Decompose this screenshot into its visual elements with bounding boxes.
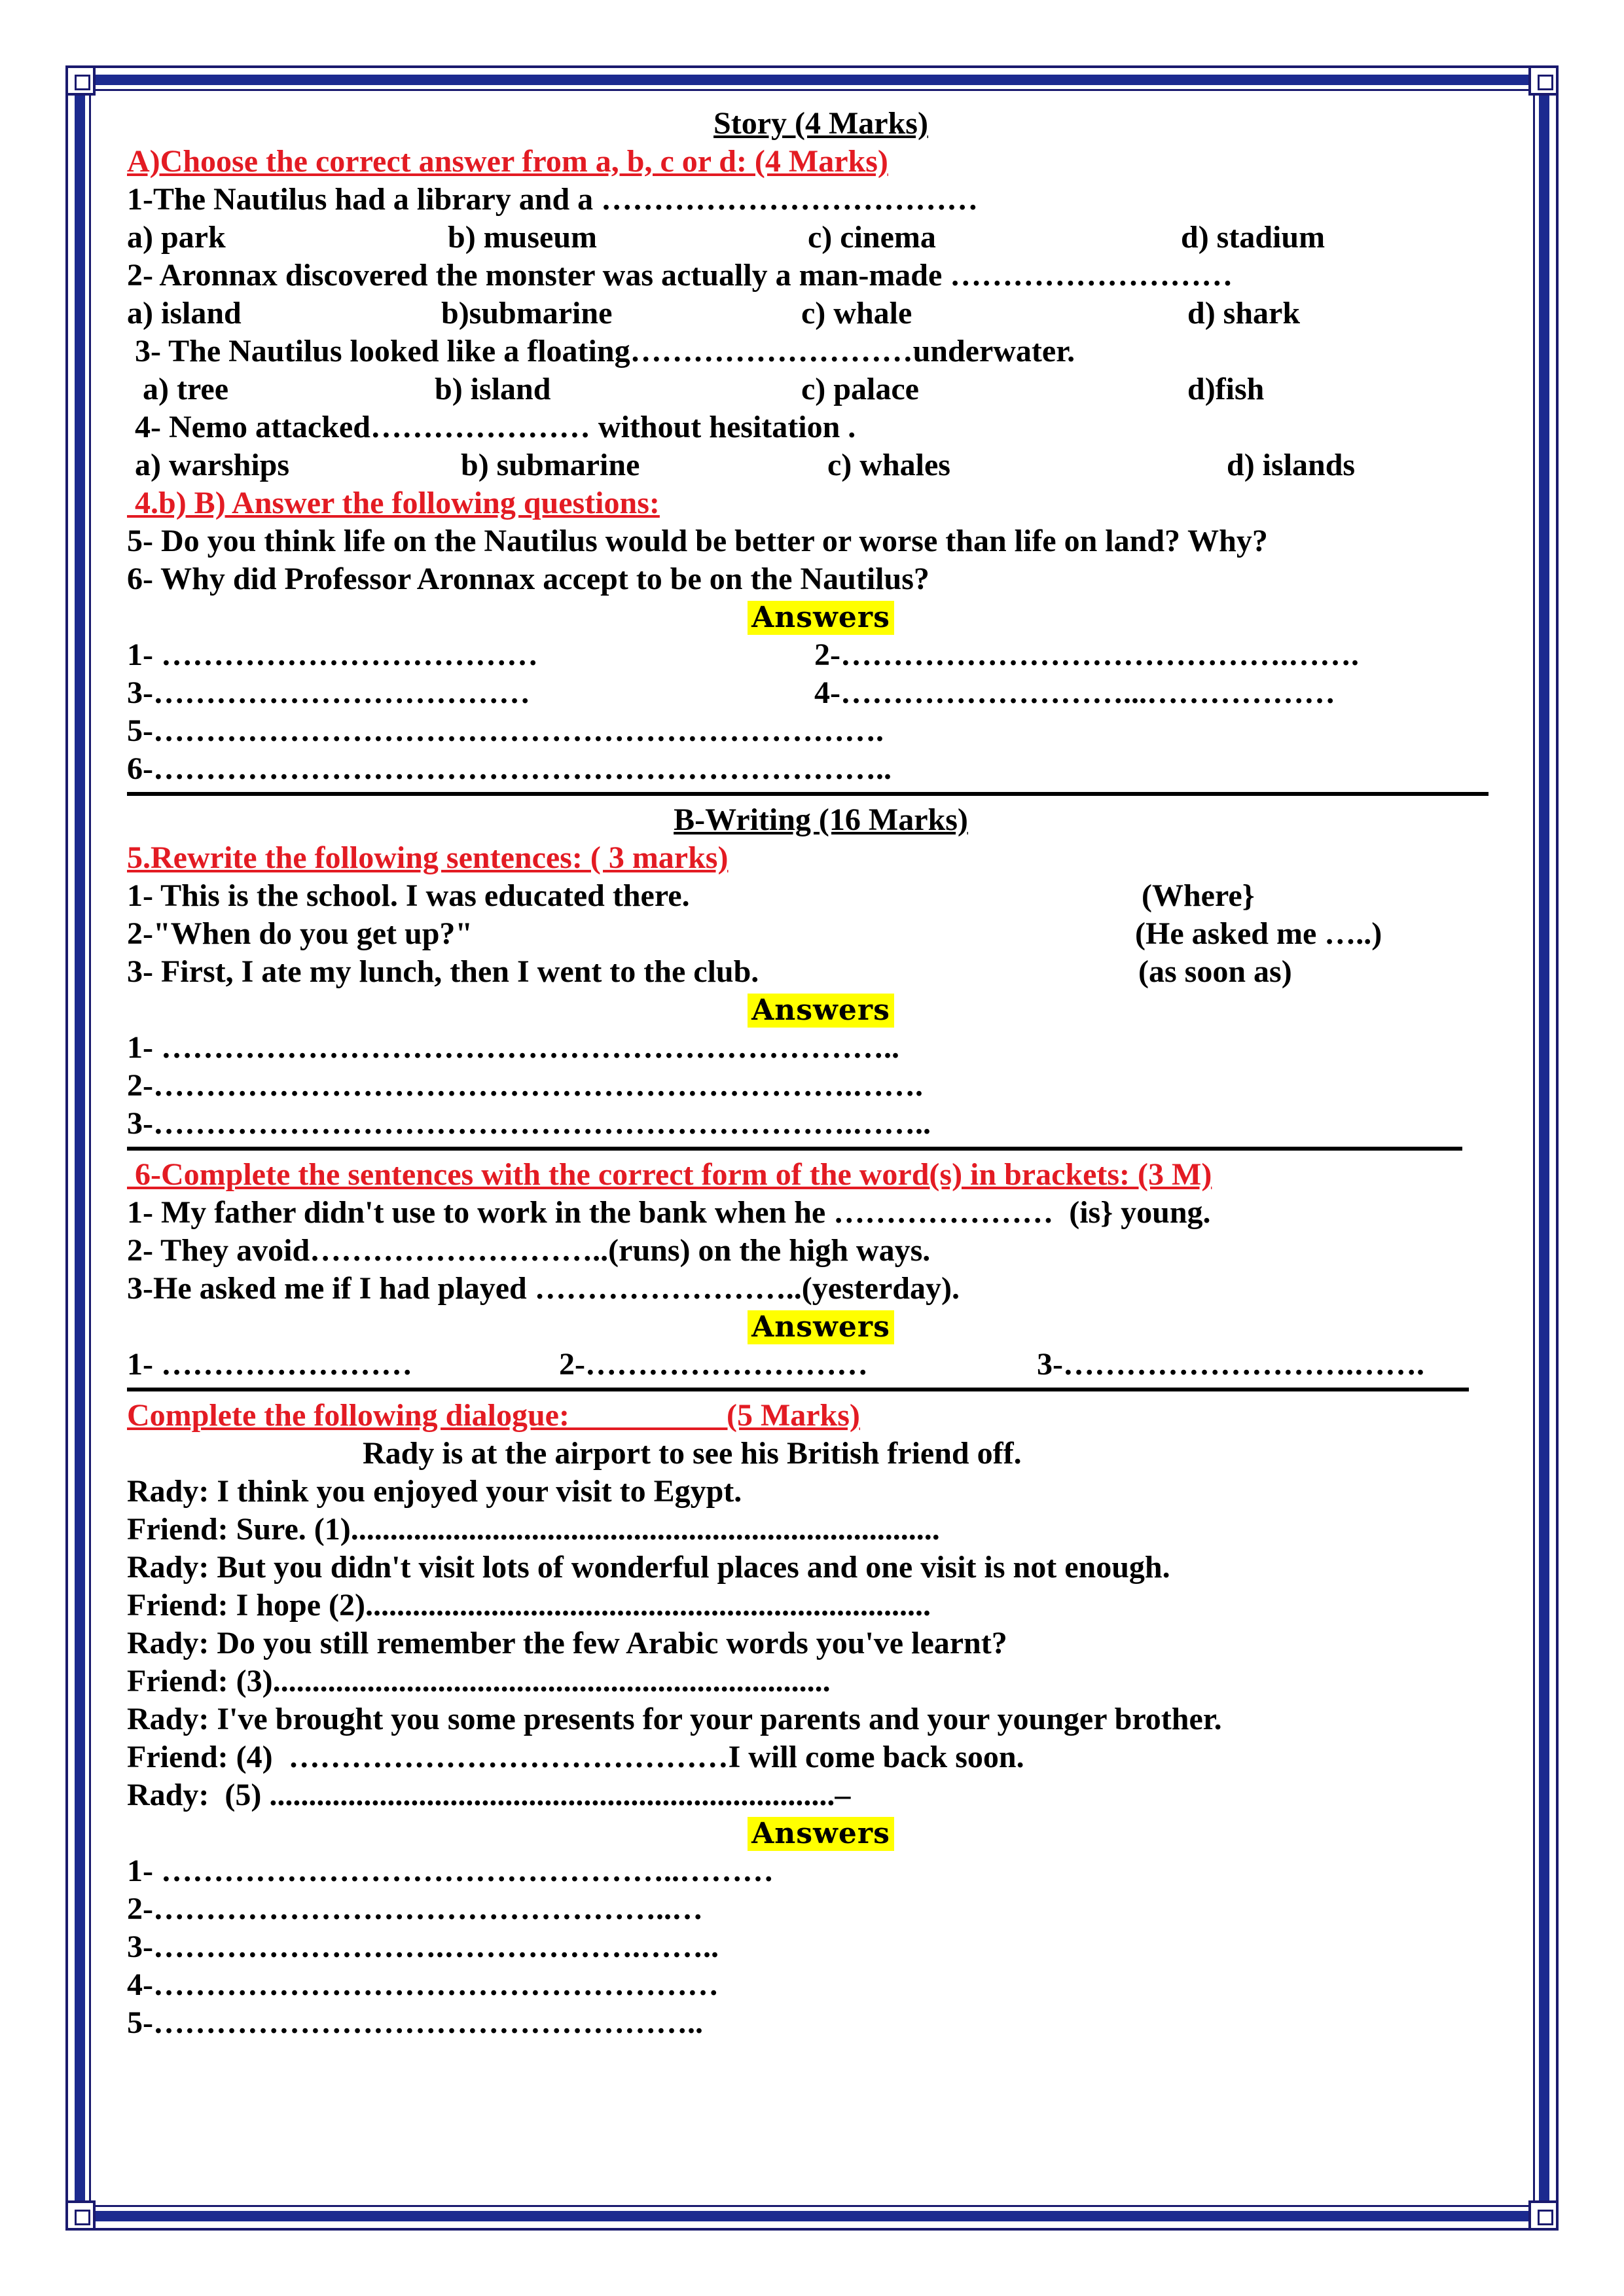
answers-heading — [127, 598, 1515, 636]
option: c) whales — [827, 448, 950, 482]
dialogue-intro: Rady is at the airport to see his British friend off. — [363, 1436, 1022, 1471]
dialogue-line: Friend: (4) ……………………………………I will come back soon. — [127, 1740, 1024, 1774]
answer-line-3: 3-……………………………… — [127, 675, 530, 710]
answer-line-4: 4-………………………...……………… — [814, 675, 1335, 710]
answer-row — [127, 1346, 1515, 1384]
option: d) shark — [1187, 296, 1301, 331]
section-divider — [127, 792, 1489, 796]
option: a) warships — [135, 448, 290, 482]
answer-line-1: 1- …………………… — [127, 1347, 412, 1382]
option: b) submarine — [461, 448, 640, 482]
answer-line-3: 3-……………………….……. — [1037, 1347, 1424, 1382]
answer-line-2: 2-…………………………………….……. — [814, 637, 1359, 672]
question-3: 3- The Nautilus looked like a floating………………………underwater. — [127, 334, 1075, 368]
answers-label: Answers — [748, 1310, 894, 1344]
section-a-heading: A)Choose the correct answer from a, b, c or d: (4 Marks) — [127, 144, 888, 179]
question-2: 2- Aronnax discovered the monster was actually a man-made ……………………… — [127, 258, 1233, 293]
answers-label: Answers — [748, 601, 894, 635]
option: a) park — [127, 220, 226, 255]
dialogue-line: Friend: I hope (2)........................................................................ — [127, 1588, 931, 1623]
sentence-text: 2-"When do you get up?" — [127, 916, 473, 951]
question-6: 6- Why did Professor Aronnax accept to be on the Nautilus? — [127, 562, 929, 596]
option: b) museum — [448, 220, 598, 255]
option: c) whale — [801, 296, 912, 331]
answer-line-1: 1- ……………………………… — [127, 637, 538, 672]
answer-line-1: 1- …………………………………………………………….. — [127, 1030, 899, 1065]
answer-line-6: 6-…………………………………………………………….. — [127, 751, 892, 786]
option: d) stadium — [1181, 220, 1326, 255]
option: b) island — [435, 372, 551, 406]
rewrite-heading: 5.Rewrite the following sentences: ( 3 marks) — [127, 840, 729, 875]
rewrite-sentence-3 — [127, 953, 1515, 991]
answer-line-2: 2-………………………………………………………….……. — [127, 1068, 923, 1103]
rewrite-sentence-2 — [127, 915, 1515, 953]
sentence-hint: (He asked me …..) — [1135, 916, 1382, 951]
border-corner-ornament — [65, 2200, 96, 2231]
question-5: 5- Do you think life on the Nautilus would be better or worse than life on land? Why? — [127, 524, 1268, 558]
answer-row — [127, 674, 1515, 712]
answer-line-5: 5-……………………………………………………………. — [127, 713, 884, 748]
section-divider — [127, 1388, 1469, 1391]
answers-label: Answers — [748, 994, 894, 1028]
dialogue-line: Rady: Do you still remember the few Arabic words you've learnt? — [127, 1626, 1007, 1660]
answer-line-2: 2-…………………………………………..… — [127, 1892, 703, 1926]
border-corner-ornament — [65, 65, 96, 96]
dialogue-heading: Complete the following dialogue: (5 Marks) — [127, 1398, 860, 1433]
options-4 — [127, 446, 1515, 484]
rewrite-sentence-1 — [127, 877, 1515, 915]
writing-title: B-Writing (16 Marks) — [674, 802, 968, 837]
answer-line-1: 1- …………………………………………..……… — [127, 1854, 774, 1888]
option: a) island — [127, 296, 242, 331]
dialogue-line: Rady: I've brought you some presents for your parents and your younger brother. — [127, 1702, 1222, 1736]
options-1 — [127, 219, 1515, 257]
border-corner-ornament — [1528, 65, 1559, 96]
question-1: 1-The Nautilus had a library and a ……………………………… — [127, 182, 979, 217]
answers-label: Answers — [748, 1817, 894, 1851]
dialogue-line: Rady: But you didn't visit lots of wonderful places and one visit is not enough. — [127, 1550, 1170, 1585]
options-3 — [127, 370, 1515, 408]
story-title: Story (4 Marks) — [713, 106, 928, 141]
option: d)fish — [1187, 372, 1265, 406]
dialogue-line: Rady: I think you enjoyed your visit to Egypt. — [127, 1474, 742, 1509]
dialogue-line: Friend: Sure. (1)........................................................................... — [127, 1512, 940, 1547]
sentence-text: 3- First, I ate my lunch, then I went to the club. — [127, 954, 759, 989]
dialogue-line: Friend: (3)....................................................................... — [127, 1664, 831, 1698]
answers-heading — [127, 1814, 1515, 1852]
complete-sentence-3: 3-He asked me if I had played ……………………..(yesterday). — [127, 1271, 960, 1306]
option: d) islands — [1227, 448, 1356, 482]
complete-heading: 6-Complete the sentences with the correct form of the word(s) in brackets: (3 M) — [127, 1157, 1212, 1192]
answers-heading — [127, 991, 1515, 1029]
sentence-text: 1- This is the school. I was educated there. — [127, 878, 690, 913]
option: c) palace — [801, 372, 919, 406]
answer-row — [127, 636, 1515, 674]
complete-sentence-2: 2- They avoid………………………..(runs) on the high ways. — [127, 1233, 931, 1268]
option: c) cinema — [808, 220, 936, 255]
options-2 — [127, 295, 1515, 332]
answer-line-3: 3-………………………………………………………….…….. — [127, 1106, 931, 1141]
answers-heading — [127, 1308, 1515, 1346]
answer-line-2: 2-……………………… — [559, 1347, 868, 1382]
border-corner-ornament — [1528, 2200, 1559, 2231]
option: b)submarine — [441, 296, 613, 331]
sentence-hint: (Where} — [1142, 878, 1255, 913]
section-b-heading: 4.b) B) Answer the following questions: — [127, 486, 660, 520]
question-4: 4- Nemo attacked………………… without hesitation . — [127, 410, 856, 444]
answer-line-5: 5-…………………………………………….. — [127, 2005, 703, 2040]
answer-line-4: 4-……………………………………………… — [127, 1967, 719, 2002]
option: a) tree — [143, 372, 229, 406]
complete-sentence-1: 1- My father didn't use to work in the bank when he ………………… (is} young. — [127, 1195, 1211, 1230]
answer-line-3: 3-……………………….……………….…….. — [127, 1929, 719, 1964]
sentence-hint: (as soon as) — [1138, 954, 1292, 989]
section-divider — [127, 1147, 1462, 1151]
worksheet-content — [127, 105, 1515, 2042]
dialogue-line: Rady: (5) ........................................................................– — [127, 1778, 851, 1812]
